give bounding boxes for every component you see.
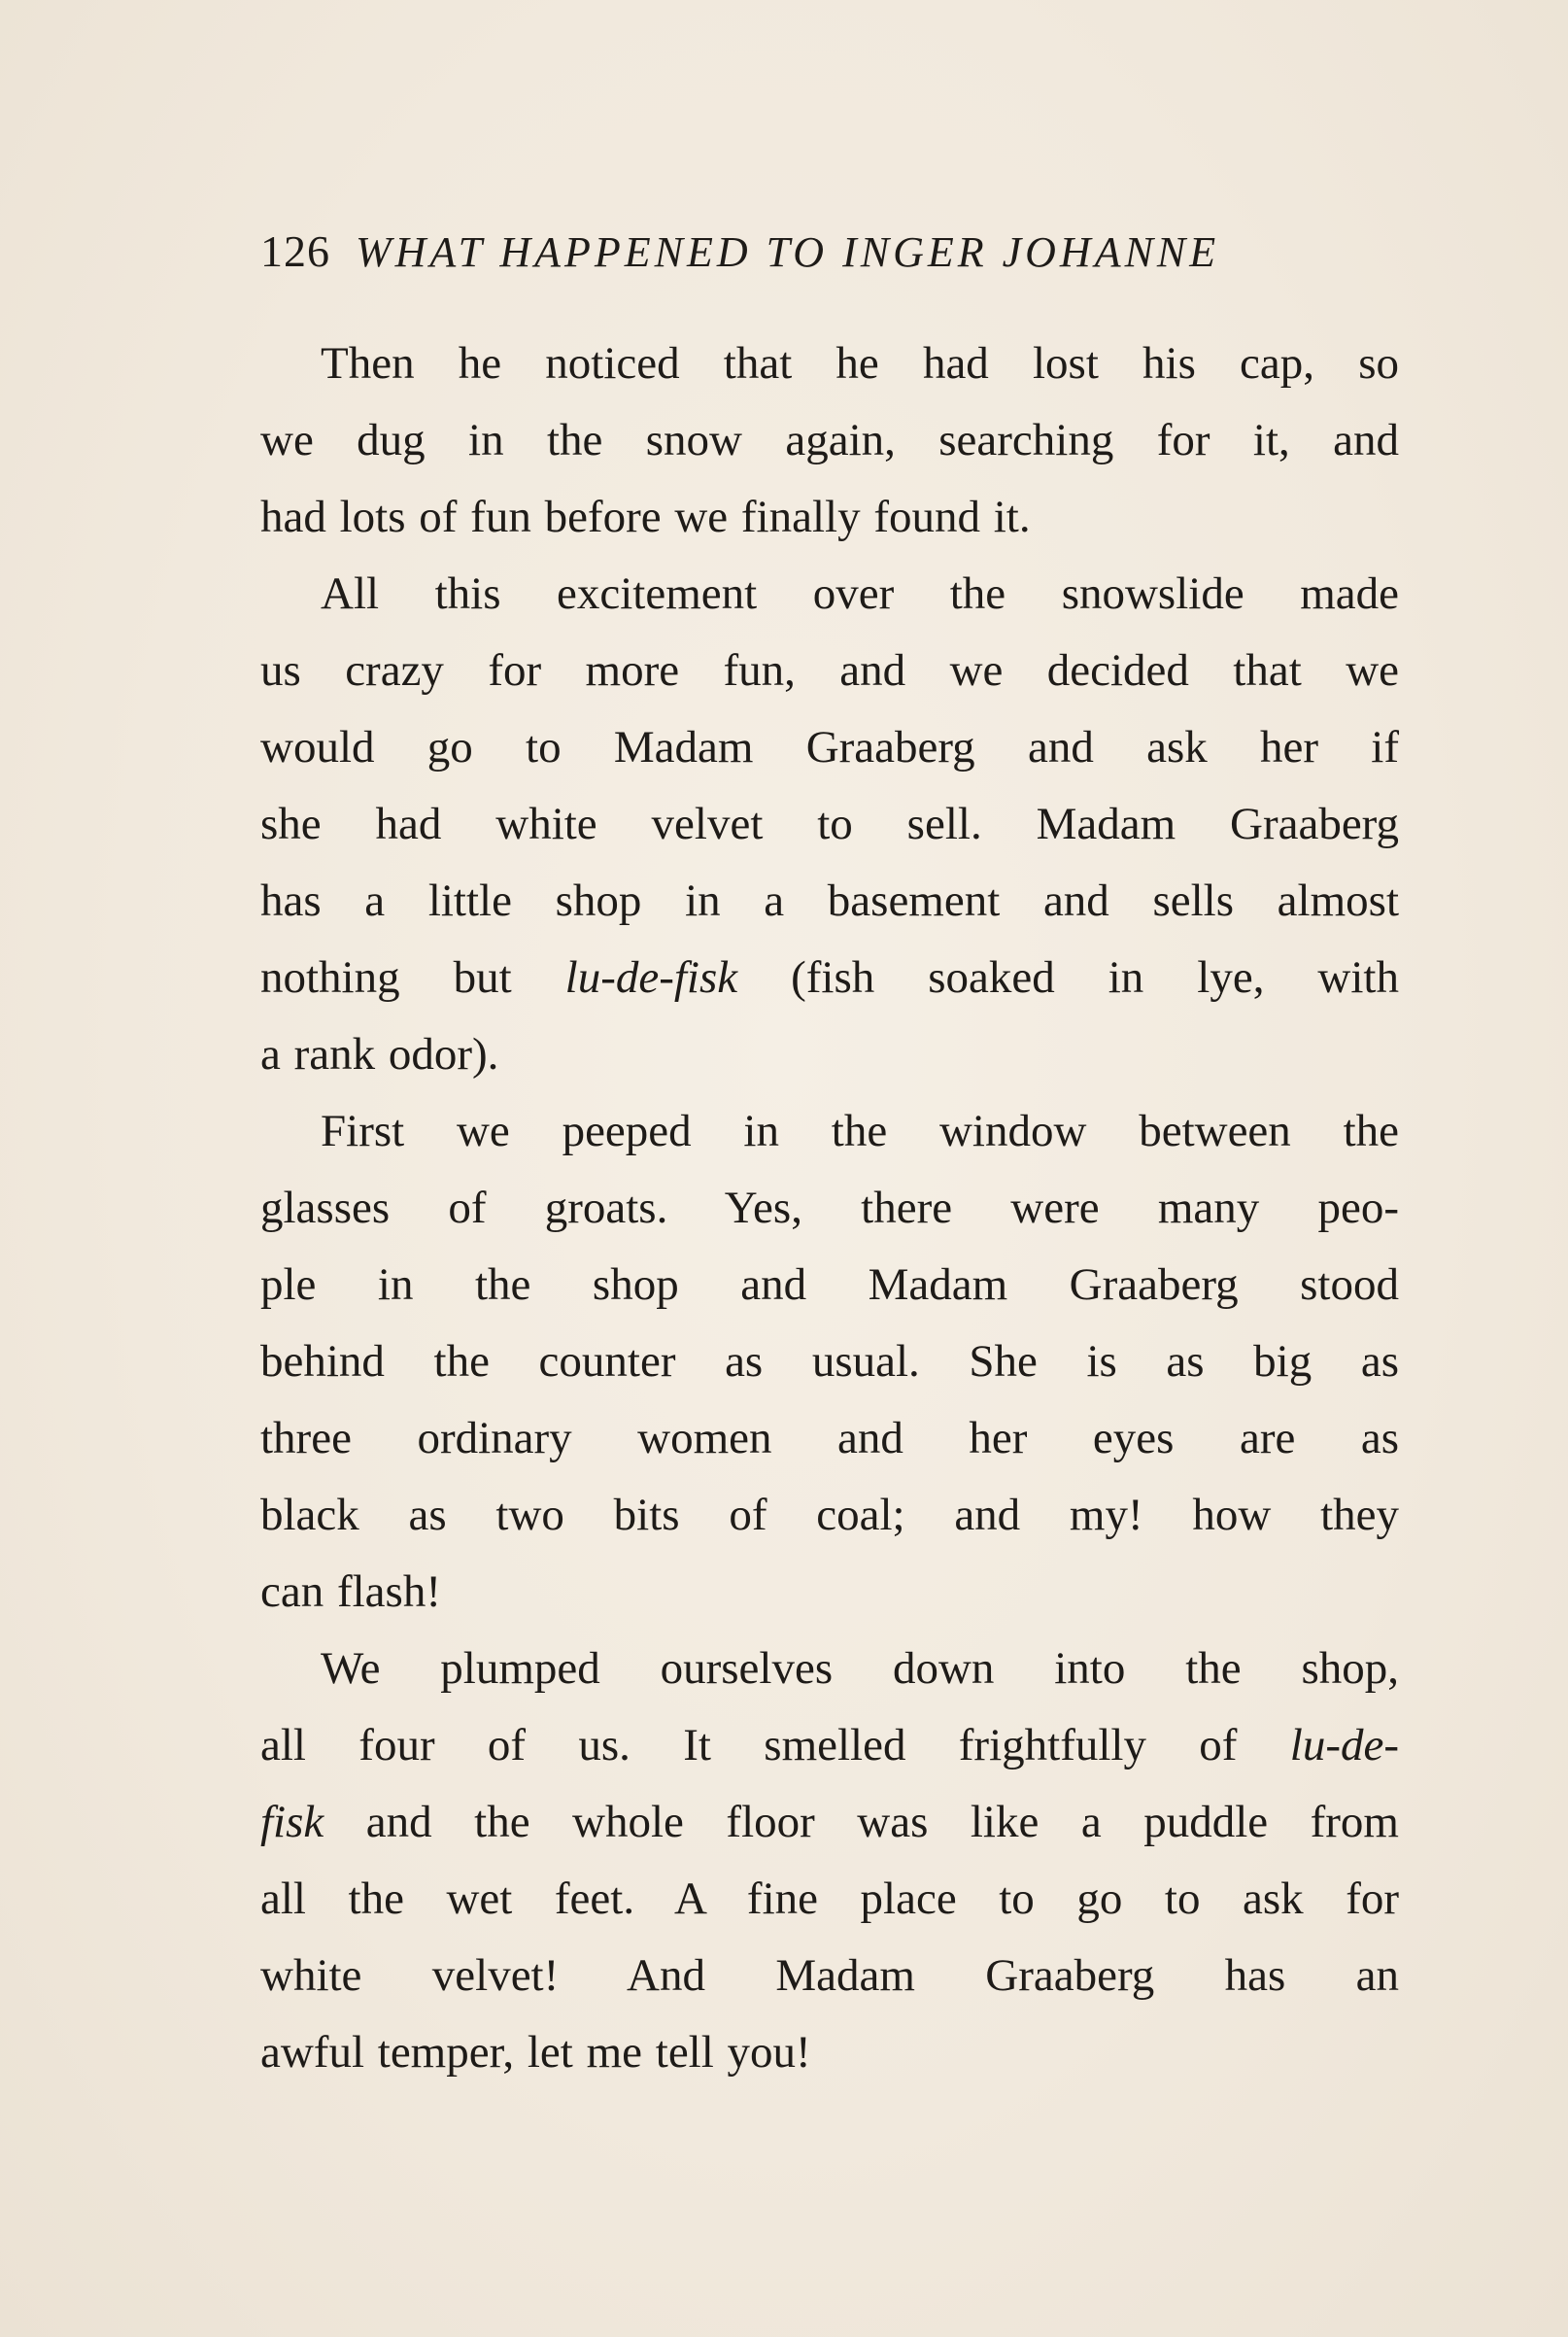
italic-term: lu-de- [1289, 1720, 1399, 1770]
text-line [260, 1707, 1399, 1784]
text-segment: nothing but [260, 952, 565, 1003]
text-line [260, 1631, 1399, 1707]
text-segment: ple in the shop and Madam Graaberg stood [260, 1259, 1399, 1310]
text-segment: All this excitement over the snowslide made [321, 568, 1399, 619]
text-line [260, 479, 1399, 556]
text-segment: white velvet! And Madam Graaberg has an [260, 1950, 1399, 2001]
text-segment: has a little shop in a basement and sells almost [260, 876, 1399, 926]
text-segment: We plumped ourselves down into the shop, [321, 1643, 1399, 1694]
text-segment: glasses of groats. Yes, there were many peo- [260, 1183, 1399, 1233]
text-line [260, 556, 1399, 633]
text-line [260, 1938, 1399, 2014]
text-segment: awful temper, let me tell you! [260, 2027, 811, 2078]
text-line [260, 1784, 1399, 1861]
text-segment: (fish soaked in lye, with [737, 952, 1399, 1003]
paragraph [260, 326, 1399, 556]
italic-term: fisk [260, 1797, 324, 1847]
text-line [260, 2014, 1399, 2091]
text-line [260, 1477, 1399, 1554]
body-text [260, 326, 1399, 2091]
paragraph [260, 1631, 1399, 2091]
text-segment: Then he noticed that he had lost his cap, so [321, 338, 1399, 389]
italic-term: lu-de-fisk [564, 952, 738, 1003]
text-line [260, 863, 1399, 940]
running-head: WHAT HAPPENED TO INGER JOHANNE [356, 228, 1220, 276]
text-segment: a rank odor). [260, 1029, 499, 1080]
text-line [260, 633, 1399, 709]
paragraph [260, 556, 1399, 1093]
text-line [260, 1093, 1399, 1170]
text-line [260, 1016, 1399, 1093]
text-line [260, 402, 1399, 479]
text-line [260, 709, 1399, 786]
text-line [260, 1323, 1399, 1400]
text-line [260, 1170, 1399, 1247]
text-line [260, 786, 1399, 863]
text-segment: all the wet feet. A fine place to go to ask for [260, 1873, 1399, 1924]
text-segment: three ordinary women and her eyes are as [260, 1413, 1399, 1463]
text-line [260, 1400, 1399, 1477]
page-number: 126 [260, 226, 330, 276]
text-segment: had lots of fun before we finally found it. [260, 492, 1031, 542]
text-segment: would go to Madam Graaberg and ask her if [260, 722, 1399, 773]
text-line [260, 940, 1399, 1016]
text-segment: we dug in the snow again, searching for it, and [260, 415, 1399, 465]
page-header [260, 225, 1387, 293]
text-line [260, 326, 1399, 402]
text-line [260, 1247, 1399, 1323]
text-line [260, 1861, 1399, 1938]
text-segment: First we peeped in the window between the [321, 1106, 1399, 1156]
text-line [260, 1554, 1399, 1631]
text-segment: black as two bits of coal; and my! how they [260, 1490, 1399, 1540]
paragraph [260, 1093, 1399, 1631]
text-segment: all four of us. It smelled frightfully of [260, 1720, 1290, 1770]
text-segment: us crazy for more fun, and we decided that we [260, 645, 1399, 696]
text-segment: she had white velvet to sell. Madam Graaberg [260, 799, 1399, 849]
text-segment: behind the counter as usual. She is as big as [260, 1336, 1399, 1387]
text-segment: and the whole floor was like a puddle from [324, 1797, 1399, 1847]
text-segment: can flash! [260, 1566, 441, 1617]
